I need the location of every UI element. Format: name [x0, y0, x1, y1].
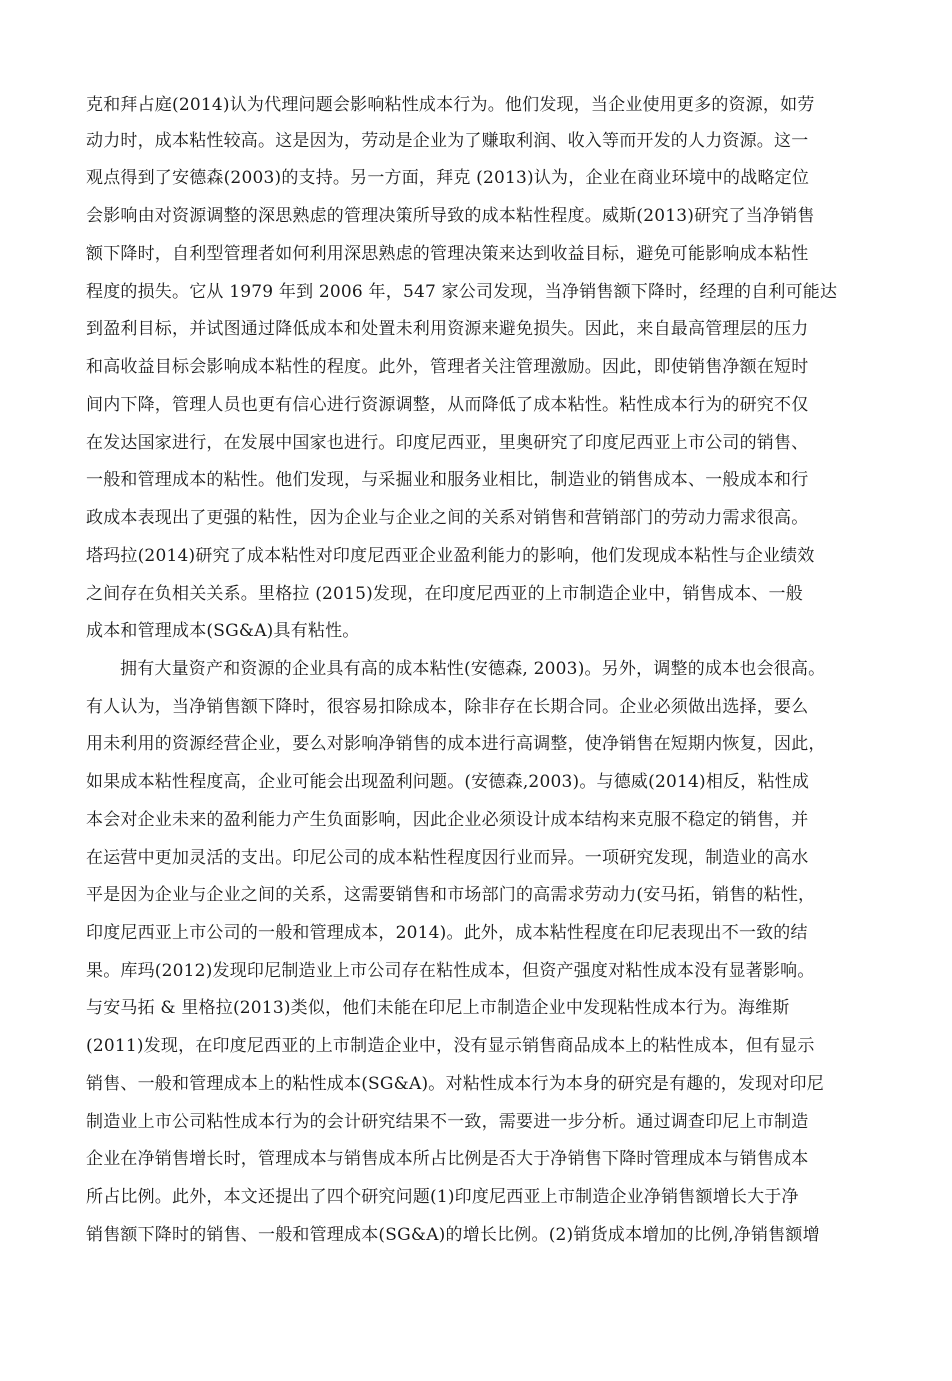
- text-line: 制造业上市公司粘性成本行为的会计研究结果不一致，需要进一步分析。通过调查印尼上市制造: [86, 1112, 809, 1132]
- text-line: 销售额下降时的销售、一般和管理成本(SG&A)的增长比例。(2)销货成本增加的比例,净销售额增: [86, 1225, 820, 1245]
- text-line: 平是因为企业与企业之间的关系，这需要销售和市场部门的高需求劳动力(安马拓，销售的粘性，: [86, 885, 816, 905]
- text-line: 一般和管理成本的粘性。他们发现，与采掘业和服务业相比，制造业的销售成本、一般成本和行: [86, 470, 809, 490]
- text-line: 政成本表现出了更强的粘性，因为企业与企业之间的关系对销售和营销部门的劳动力需求很高。: [86, 508, 809, 528]
- text-line: 所占比例。此外，本文还提出了四个研究问题(1)印度尼西亚上市制造企业净销售额增长大于净: [86, 1187, 799, 1207]
- text-line: 程度的损失。它从 1979 年到 2006 年，547 家公司发现，当净销售额下降时，经理的自利可能达: [86, 282, 838, 302]
- text-line: 如果成本粘性程度高，企业可能会出现盈利问题。(安德森,2003)。与德威(2014)相反，粘性成: [86, 772, 810, 792]
- text-line: 间内下降，管理人员也更有信心进行资源调整，从而降低了成本粘性。粘性成本行为的研究不仅: [86, 395, 809, 415]
- text-line: (2011)发现，在印度尼西亚的上市制造企业中，没有显示销售商品成本上的粘性成本，但有显示: [86, 1036, 815, 1056]
- text-line: 会影响由对资源调整的深思熟虑的管理决策所导致的成本粘性程度。威斯(2013)研究了当净销售: [86, 206, 815, 226]
- text-line: 印度尼西亚上市公司的一般和管理成本，2014)。此外，成本粘性程度在印尼表现出不一致的结: [86, 923, 808, 943]
- text-line: 克和拜占庭(2014)认为代理问题会影响粘性成本行为。他们发现，当企业使用更多的资源，如劳: [86, 95, 815, 115]
- text-line: 塔玛拉(2014)研究了成本粘性对印度尼西亚企业盈利能力的影响，他们发现成本粘性与企业绩效: [86, 546, 815, 566]
- text-line: 在发达国家进行，在发展中国家也进行。印度尼西亚，里奥研究了印度尼西亚上市公司的销售、: [86, 433, 809, 453]
- text-line: 到盈利目标，并试图通过降低成本和处置未利用资源来避免损失。因此，来自最高管理层的压力: [86, 319, 809, 339]
- text-line: 销售、一般和管理成本上的粘性成本(SG&A)。对粘性成本行为本身的研究是有趣的，发现对印尼: [86, 1074, 824, 1094]
- text-line: 企业在净销售增长时，管理成本与销售成本所占比例是否大于净销售下降时管理成本与销售成本: [86, 1149, 809, 1169]
- text-line: 观点得到了安德森(2003)的支持。另一方面，拜克 (2013)认为，企业在商业环境中的战略定位: [86, 168, 810, 188]
- text-line: 成本和管理成本(SG&A)具有粘性。: [86, 621, 360, 641]
- text-line: 动力时，成本粘性较高。这是因为，劳动是企业为了赚取利润、收入等而开发的人力资源。这一: [86, 131, 809, 151]
- text-line: 拥有大量资产和资源的企业具有高的成本粘性(安德森, 2003)。另外，调整的成本也会很高。: [120, 659, 826, 679]
- text-line: 本会对企业未来的盈利能力产生负面影响，因此企业必须设计成本结构来克服不稳定的销售，并: [86, 810, 809, 830]
- text-line: 与安马拓 & 里格拉(2013)类似，他们未能在印尼上市制造企业中发现粘性成本行为。海维斯: [86, 998, 790, 1018]
- text-line: 和高收益目标会影响成本粘性的程度。此外，管理者关注管理激励。因此，即使销售净额在短时: [86, 357, 809, 377]
- text-line: 额下降时，自利型管理者如何利用深思熟虑的管理决策来达到收益目标，避免可能影响成本粘性: [86, 244, 809, 264]
- text-line: 用未利用的资源经营企业，要么对影响净销售的成本进行高调整，使净销售在短期内恢复，因此，: [86, 734, 826, 754]
- text-line: 果。库玛(2012)发现印尼制造业上市公司存在粘性成本，但资产强度对粘性成本没有显著影响。: [86, 961, 815, 981]
- text-line: 之间存在负相关关系。里格拉 (2015)发现，在印度尼西亚的上市制造企业中，销售成本、一般: [86, 584, 803, 604]
- text-line: 在运营中更加灵活的支出。印尼公司的成本粘性程度因行业而异。一项研究发现，制造业的高水: [86, 848, 809, 868]
- text-line: 有人认为，当净销售额下降时，很容易扣除成本，除非存在长期合同。企业必须做出选择，要么: [86, 697, 809, 717]
